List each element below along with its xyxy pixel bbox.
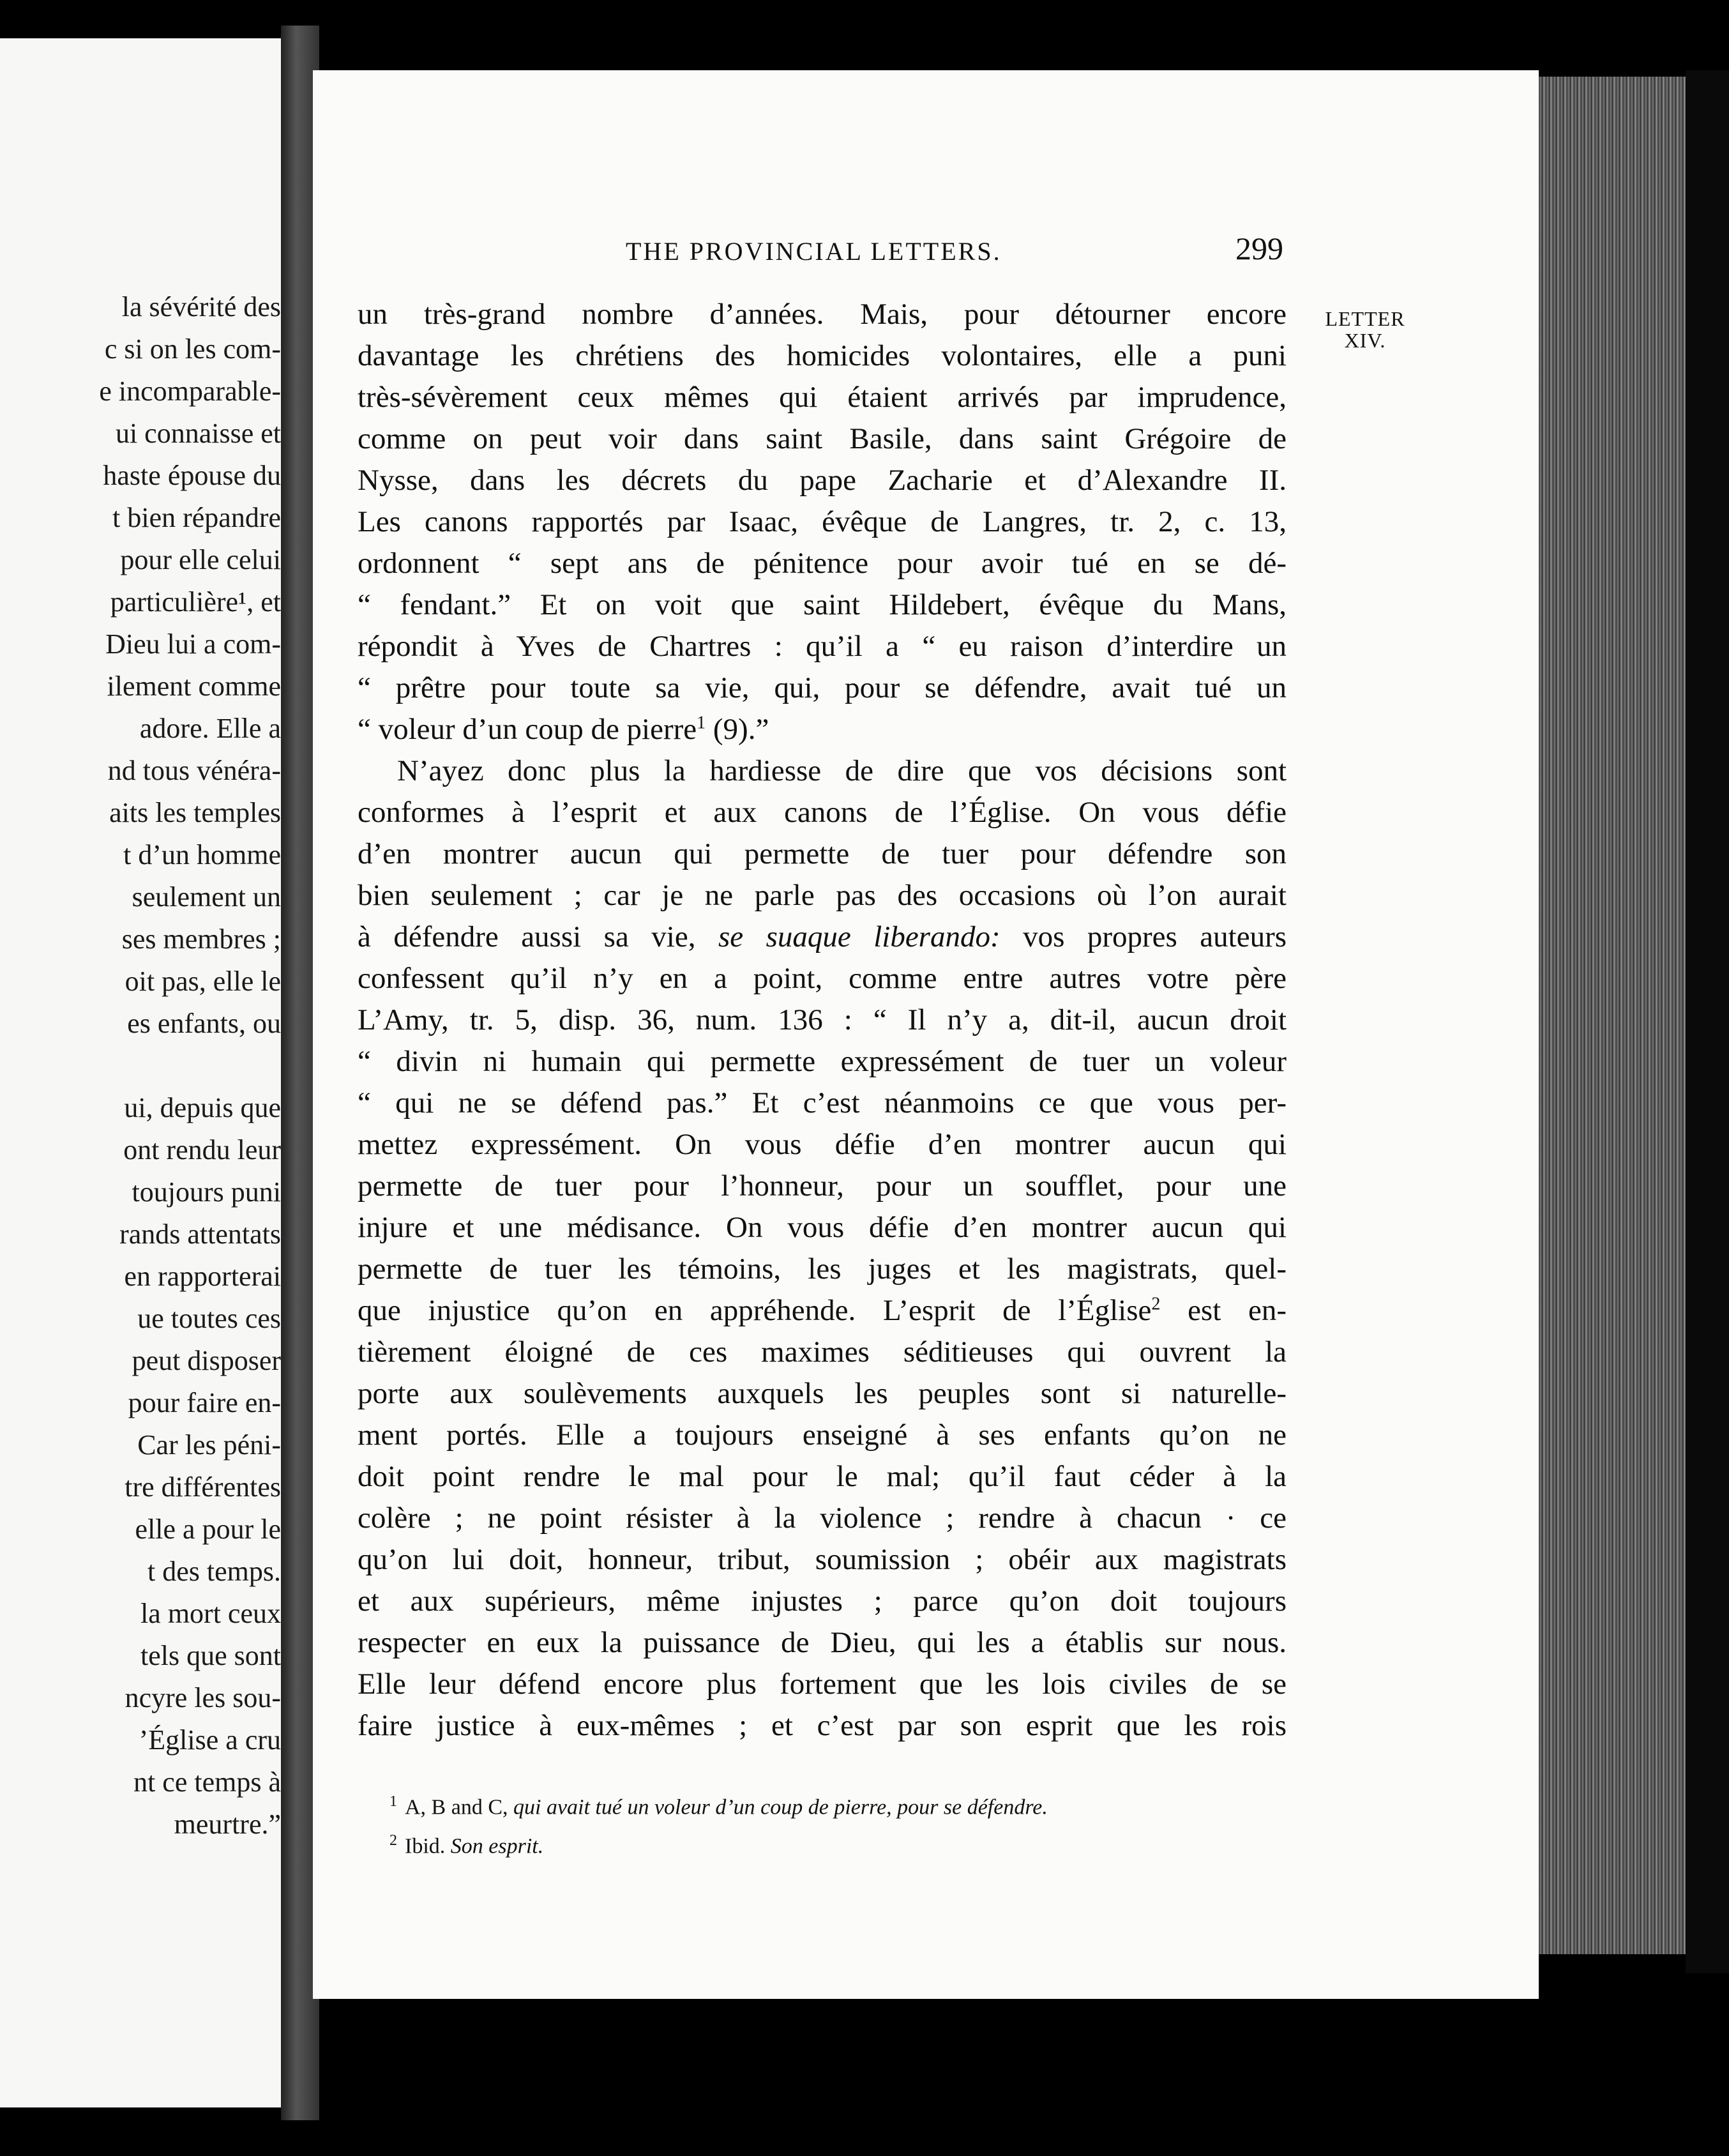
text-line-part: est en- (1160, 1294, 1287, 1327)
left-page-line: ’Église a cru (139, 1724, 281, 1756)
left-page-line: peut disposer (132, 1345, 281, 1376)
text-line: ordonnent “ sept ans de pénitence pour avoir tué en se dé- (358, 547, 1287, 580)
left-page-line: es enfants, ou (127, 1008, 281, 1039)
text-line: très-sévèrement ceux mêmes qui étaient arrivés par imprudence, (358, 381, 1287, 414)
text-line: davantage les chrétiens des homicides volontaires, elle a puni (358, 339, 1287, 372)
text-line: un très-grand nombre d’années. Mais, pour détourner encore (358, 298, 1287, 331)
text-line: doit point rendre le mal pour le mal; qu’il faut céder à la (358, 1460, 1287, 1493)
side-label-word: LETTER (1325, 307, 1405, 330)
footnote-prefix: Ibid. (405, 1834, 451, 1858)
text-line: “ divin ni humain qui permette expressément de tuer un voleur (358, 1045, 1287, 1078)
text-line: colère ; ne point résister à la violence ; rendre à chacun · ce (358, 1501, 1287, 1535)
left-page-line: elle a pour le (135, 1514, 281, 1545)
left-page-line: ilement comme (107, 671, 281, 702)
text-line-part: vos propres auteurs (1000, 920, 1287, 953)
text-line: injure et une médisance. On vous défie d’en montrer aucun qui (358, 1211, 1287, 1244)
left-page-line: tre différentes (125, 1471, 281, 1503)
text-line: Elle leur défend encore plus fortement que les lois civiles de se (358, 1667, 1287, 1701)
left-page-line: t des temps. (147, 1556, 281, 1587)
text-line-part: que injustice qu’on en appréhende. L’esprit de l’Église (358, 1294, 1152, 1327)
left-page-line: meurtre.” (174, 1809, 281, 1840)
page-edges (1539, 77, 1698, 1954)
left-page-line: nd tous vénéra- (107, 755, 281, 786)
left-page-line: pour faire en- (128, 1387, 281, 1418)
left-page-line: la sévérité des (121, 291, 281, 323)
left-page-line: la mort ceux (140, 1598, 281, 1629)
text-line: “ qui ne se défend pas.” Et c’est néanmoins ce que vous per- (358, 1086, 1287, 1120)
side-label-number: XIV. (1344, 329, 1386, 352)
text-line (358, 1290, 1287, 1332)
text-line-part: à défendre aussi sa vie, (358, 920, 696, 953)
text-line-part: (9).” (706, 713, 769, 746)
left-page-line: toujours puni (132, 1176, 281, 1208)
text-line: mettez expressément. On vous défie d’en montrer aucun qui (358, 1128, 1287, 1161)
text-line: conformes à l’esprit et aux canons de l’Église. On vous défie (358, 796, 1287, 829)
text-line: d’en montrer aucun qui permette de tuer pour défendre son (358, 837, 1287, 870)
running-head: THE PROVINCIAL LETTERS. (626, 237, 1002, 266)
left-page-line: e incomparable- (99, 376, 281, 407)
text-line: ment portés. Elle a toujours enseigné à ses enfants qu’on ne (358, 1418, 1287, 1452)
left-page-line: haste épouse du (103, 460, 281, 491)
footnote-number: 1 (389, 1793, 397, 1810)
page-number: 299 (1235, 231, 1283, 266)
text-line (358, 709, 1287, 750)
text-line: qu’on lui doit, honneur, tribut, soumission ; obéir aux magistrats (358, 1543, 1287, 1576)
left-page-line: Dieu lui a com- (105, 628, 281, 660)
text-line: faire justice à eux-mêmes ; et c’est par son esprit que les rois (358, 1709, 1287, 1742)
left-page-line: aits les temples (109, 797, 281, 828)
footnote-prefix: A, B and C, (405, 1795, 513, 1819)
footnotes (389, 1785, 1283, 1864)
text-line: permette de tuer les témoins, les juges et les magistrats, quel- (358, 1252, 1287, 1286)
left-page-line: c si on les com- (104, 333, 281, 365)
left-page-line: ont rendu leur (123, 1134, 281, 1165)
left-page-line: ui, depuis que (124, 1092, 281, 1123)
text-line: Nysse, dans les décrets du pape Zacharie et d’Alexandre II. (358, 464, 1287, 497)
left-facing-page (0, 38, 292, 2107)
text-line: permette de tuer pour l’honneur, pour un soufflet, pour une (358, 1169, 1287, 1203)
footnote-text: qui avait tué un voleur d’un coup de pierre, pour se défendre. (513, 1795, 1048, 1819)
left-page-line: particulière¹, et (110, 586, 281, 618)
text-line (358, 916, 1287, 958)
text-line: tièrement éloigné de ces maximes séditieuses qui ouvrent la (358, 1335, 1287, 1369)
left-page-line: t d’un homme (123, 839, 281, 870)
footnote-marker: 1 (697, 713, 706, 733)
left-page-line: ses membres ; (121, 923, 281, 955)
left-page-line: ncyre les sou- (125, 1682, 281, 1713)
text-line: comme on peut voir dans saint Basile, dans saint Grégoire de (358, 422, 1287, 455)
footnote-text: Son esprit. (450, 1834, 544, 1858)
left-page-line: pour elle celui (120, 544, 281, 575)
left-page-line: ui connaisse et (115, 418, 281, 449)
text-line: N’ayez donc plus la hardiesse de dire que vos décisions sont (397, 754, 1287, 787)
text-line: “ fendant.” Et on voit que saint Hildebert, évêque du Mans, (358, 588, 1287, 621)
left-page-line: ue toutes ces (137, 1303, 281, 1334)
text-line: respecter en eux la puissance de Dieu, qui les a établis sur nous. (358, 1626, 1287, 1659)
left-page-line: adore. Elle a (139, 713, 281, 744)
letter-side-label (1314, 308, 1416, 351)
text-line: confessent qu’il n’y en a point, comme entre autres votre père (358, 962, 1287, 995)
text-line: Les canons rapportés par Isaac, évêque de Langres, tr. 2, c. 13, (358, 505, 1287, 538)
text-line: bien seulement ; car je ne parle pas des occasions où l’on aurait (358, 879, 1287, 912)
text-line: “ prêtre pour toute sa vie, qui, pour se défendre, avait tué un (358, 671, 1287, 704)
edge-shadow (1686, 70, 1729, 1973)
text-line: et aux supérieurs, même injustes ; parce qu’on doit toujours (358, 1584, 1287, 1618)
left-page-line: seulement un (132, 881, 281, 913)
left-page-line: en rapporterai (124, 1261, 281, 1292)
left-page-line: oit pas, elle le (125, 966, 281, 997)
footnote-number: 2 (389, 1832, 397, 1849)
text-line: répondit à Yves de Chartres : qu’il a “ eu raison d’interdire un (358, 630, 1287, 663)
left-page-line: nt ce temps à (133, 1766, 281, 1798)
footnote-1 (389, 1785, 1283, 1824)
text-line: porte aux soulèvements auxquels les peuples sont si naturelle- (358, 1377, 1287, 1410)
left-page-line: rands attentats (119, 1218, 281, 1250)
text-line: L’Amy, tr. 5, disp. 36, num. 136 : “ Il n’y a, dit-il, aucun droit (358, 1003, 1287, 1036)
body-text (358, 294, 1287, 1747)
text-line-part: “ voleur d’un coup de pierre (358, 713, 697, 746)
left-page-line: Car les péni- (137, 1429, 281, 1461)
latin-phrase: se suaque liberando: (718, 920, 1000, 953)
footnote-marker: 2 (1151, 1294, 1161, 1314)
footnote-2 (389, 1824, 1283, 1863)
left-page-line: tels que sont (140, 1640, 281, 1671)
left-page-line: t bien répandre (112, 502, 281, 533)
